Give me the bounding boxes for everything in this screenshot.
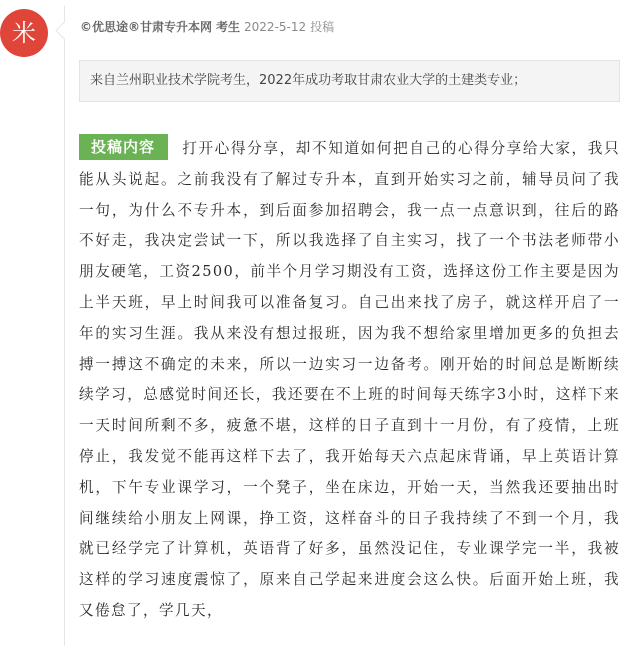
content-tag: 投稿内容 xyxy=(79,134,168,160)
author-role: 考生 xyxy=(216,20,241,34)
source-name: ©优思途®甘肃专升本网 xyxy=(80,20,213,34)
post-action: 投稿 xyxy=(310,20,335,34)
intro-box: 来自兰州职业技术学院考生，2022年成功考取甘肃农业大学的土建类专业； xyxy=(79,60,620,102)
post-meta xyxy=(80,18,334,35)
post-date: 2022-5-12 xyxy=(244,20,307,34)
article-body xyxy=(79,134,620,644)
article-text: 打开心得分享，却不知道如何把自己的心得分享给大家，我只能从头说起。之前我没有了解过专升本，直到开始实习之前，辅导员问了我一句，为什么不专升本，到后面参加招聘会，我一点一点意识到，往后的路不好走，我决定尝试一下，所以我选择了自主实习，找了一个书法老师带小朋友硬笔，工资2500，前半个月学习期没有工资，选择这份工作主要是因为上半天班，早上时间我可以准备复习。自己出来找了房子，就这样开启了一年的实习生涯。我从来没有想过报班，因为我不想给家里增加更多的负担去搏一搏这不确定的未来，所以一边实习一边备考。刚开始的时间总是断断续续学习，总感觉时间还长，我还要在不上班的时间每天练字3小时，这样下来一天时间所剩不多，疲惫不堪，这样的日子直到十一月份，有了疫情，上班停止，我发觉不能再这样下去了，我开始每天六点起床背诵，早上英语计算机，下午专业课学习，一个凳子，坐在床边，开始一天，当然我还要抽出时间继续给小朋友上网课，挣工资，这样奋斗的日子我持续了不到一个月，我就已经学完了计算机，英语背了好多，虽然没记住，专业课学完一半，我被这样的学习速度震惊了，原来自己学起来进度会这么快。后面开始上班，我又倦怠了，学几天， xyxy=(79,140,620,619)
avatar: 米 xyxy=(0,9,48,57)
